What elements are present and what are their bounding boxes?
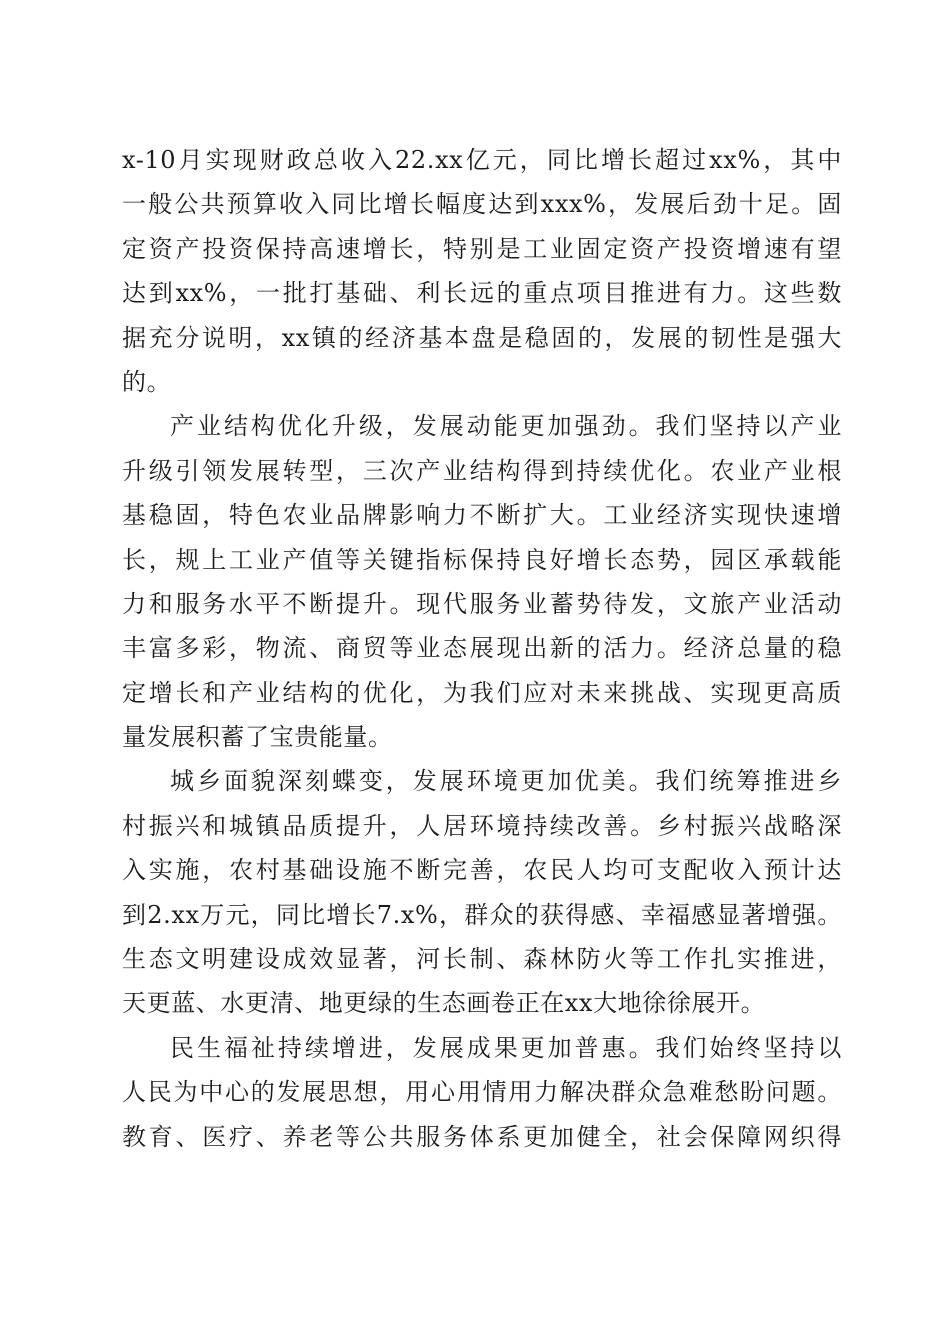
text-line: 天更蓝、水更清、地更绿的生态画卷正在xx大地徐徐展开。: [122, 989, 766, 1018]
text-line: 入实施，农村基础设施不断完善，农民人均可支配收入预计达: [122, 856, 842, 885]
document-body: [122, 138, 842, 1159]
text-line: 城乡面貌深刻蝶变，发展环境更加优美。我们统筹推进乡: [170, 767, 842, 796]
text-line: 人民为中心的发展思想，用心用情用力解决群众急难愁盼问题。: [122, 1078, 842, 1107]
text-line: 教育、医疗、养老等公共服务体系更加健全，社会保障网织得: [122, 1122, 842, 1151]
paragraph-livelihood: [122, 1026, 842, 1159]
text-line: 定资产投资保持高速增长，特别是工业固定资产投资增速有望: [122, 234, 842, 263]
text-line: 民生福祉持续增进，发展成果更加普惠。我们始终坚持以: [170, 1033, 842, 1062]
text-line: 基稳固，特色农业品牌影响力不断扩大。工业经济实现快速增: [122, 501, 842, 530]
paragraph-urban-rural: [122, 759, 842, 1025]
text-line: 产业结构优化升级，发展动能更加强劲。我们坚持以产业: [170, 412, 842, 441]
text-line: x-10月实现财政总收入22.xx亿元，同比增长超过xx%，其中: [122, 146, 842, 174]
text-line: 的。: [122, 367, 172, 396]
text-line: 一般公共预算收入同比增长幅度达到xxx%，发展后劲十足。固: [122, 190, 842, 219]
text-line: 定增长和产业结构的优化，为我们应对未来挑战、实现更高质: [122, 678, 842, 707]
paragraph-fiscal-growth: [122, 138, 842, 404]
text-line: 长，规上工业产值等关键指标保持良好增长态势，园区承载能: [122, 545, 842, 574]
text-line: 到2.xx万元，同比增长7.x%，群众的获得感、幸福感显著增强。: [122, 900, 842, 929]
text-line: 据充分说明，xx镇的经济基本盘是稳固的，发展的韧性是强大: [122, 323, 842, 352]
text-line: 达到xx%，一批打基础、利长远的重点项目推进有力。这些数: [122, 279, 842, 308]
paragraph-industry-upgrade: [122, 404, 842, 759]
text-line: 量发展积蓄了宝贵能量。: [122, 723, 393, 752]
text-line: 村振兴和城镇品质提升，人居环境持续改善。乡村振兴战略深: [122, 811, 842, 840]
text-line: 升级引领发展转型，三次产业结构得到持续优化。农业产业根: [122, 456, 842, 485]
text-line: 丰富多彩，物流、商贸等业态展现出新的活力。经济总量的稳: [122, 634, 842, 663]
text-line: 力和服务水平不断提升。现代服务业蓄势待发，文旅产业活动: [122, 589, 842, 618]
text-line: 生态文明建设成效显著，河长制、森林防火等工作扎实推进，: [122, 945, 842, 974]
